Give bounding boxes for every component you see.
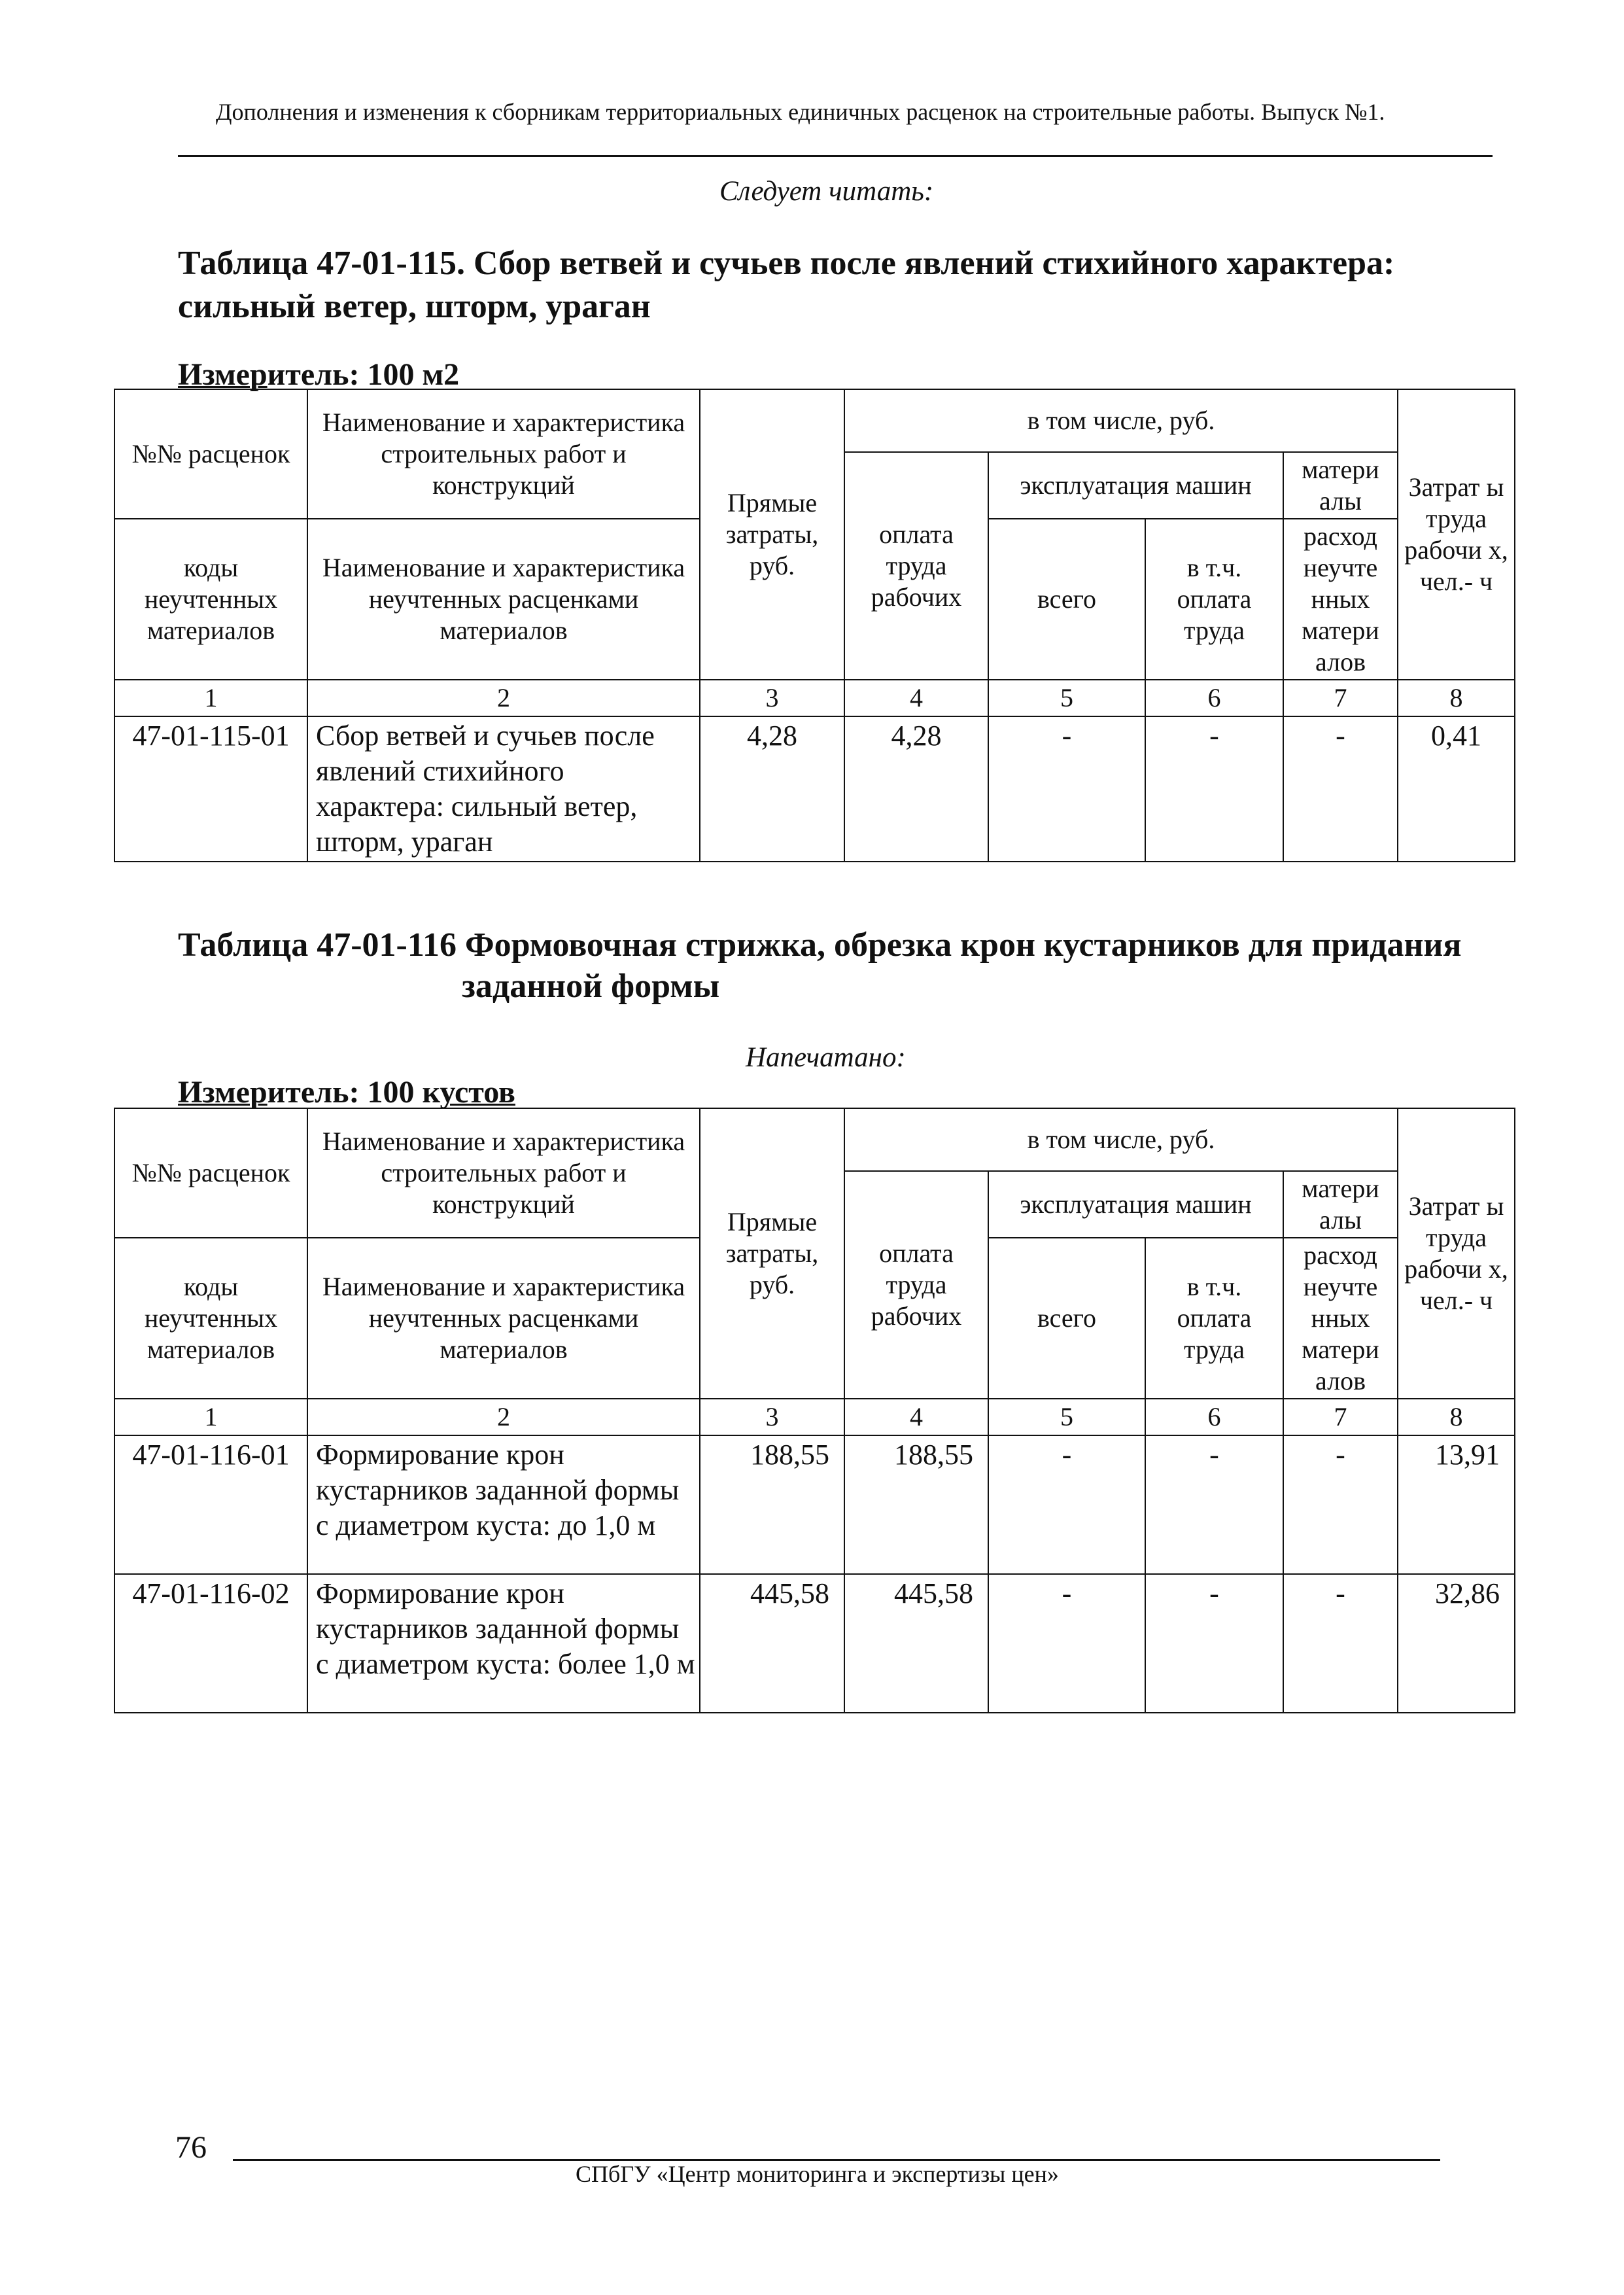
hdr-incl-wages: в т.ч. оплата труда bbox=[1145, 519, 1283, 680]
row-machines-wages: - bbox=[1145, 1574, 1283, 1713]
col-number: 8 bbox=[1398, 1399, 1515, 1435]
col-number: 7 bbox=[1283, 1399, 1398, 1435]
measure-value: итель: 100 м2 bbox=[267, 357, 460, 392]
row-machines-wages: - bbox=[1145, 1435, 1283, 1574]
row-machines-total: - bbox=[988, 1435, 1145, 1574]
col-number: 4 bbox=[844, 680, 988, 716]
hdr-labor-wages: оплата труда рабочих bbox=[844, 452, 988, 680]
table-title-116-line2: заданной формы bbox=[462, 968, 720, 1005]
col-number: 5 bbox=[988, 680, 1145, 716]
row-labor: 32,86 bbox=[1398, 1574, 1515, 1713]
hdr-materials: матери алы bbox=[1283, 1171, 1398, 1238]
row-wages: 188,55 bbox=[844, 1435, 988, 1574]
hdr-unaccounted-materials: расход неучте нных матери алов bbox=[1283, 1238, 1398, 1399]
hdr-labor-wages: оплата труда рабочих bbox=[844, 1171, 988, 1399]
measure-label: Измер bbox=[178, 357, 268, 392]
measure-value: итель: 100 к bbox=[267, 1075, 440, 1110]
row-materials: - bbox=[1283, 1435, 1398, 1574]
hdr-direct-costs: Прямые затраты, руб. bbox=[700, 1108, 844, 1399]
row-direct: 4,28 bbox=[700, 716, 844, 862]
col-number: 6 bbox=[1145, 1399, 1283, 1435]
measure-unit-115 bbox=[178, 357, 459, 393]
col-number: 3 bbox=[700, 1399, 844, 1435]
measure-unit-116 bbox=[178, 1074, 515, 1110]
row-wages: 445,58 bbox=[844, 1574, 988, 1713]
hdr-incl-wages: в т.ч. оплата труда bbox=[1145, 1238, 1283, 1399]
hdr-rate-no: №№ расценок bbox=[114, 1108, 307, 1238]
hdr-machine-ops: эксплуатация машин bbox=[988, 452, 1283, 519]
row-name: Формирование крон кустарников заданной формы с диаметром куста: более 1,0 м bbox=[307, 1574, 700, 1713]
footer-organization: СПбГУ «Центр мониторинга и экспертизы цен» bbox=[576, 2161, 1059, 2187]
hdr-total: всего bbox=[988, 1238, 1145, 1399]
rates-table-115 bbox=[114, 389, 1515, 862]
row-materials: - bbox=[1283, 716, 1398, 862]
col-number: 3 bbox=[700, 680, 844, 716]
col-number: 8 bbox=[1398, 680, 1515, 716]
hdr-labor-costs: Затрат ы труда рабочи х, чел.- ч bbox=[1398, 389, 1515, 680]
row-machines-total: - bbox=[988, 716, 1145, 862]
hdr-labor-costs: Затрат ы труда рабочи х, чел.- ч bbox=[1398, 1108, 1515, 1399]
row-machines-total: - bbox=[988, 1574, 1145, 1713]
running-header: Дополнения и изменения к сборникам территориальных единичных расценок на строительные работы. Выпуск №1. bbox=[216, 99, 1385, 125]
hdr-materials: матери алы bbox=[1283, 452, 1398, 519]
col-number: 1 bbox=[114, 1399, 307, 1435]
hdr-material-name: Наименование и характеристика неучтенных расценками материалов bbox=[307, 519, 700, 680]
col-number: 6 bbox=[1145, 680, 1283, 716]
measure-value-tail: устов bbox=[440, 1075, 515, 1110]
hdr-work-name: Наименование и характеристика строительных работ и конструкций bbox=[307, 1108, 700, 1238]
hdr-total: всего bbox=[988, 519, 1145, 680]
row-code: 47-01-116-01 bbox=[114, 1435, 307, 1574]
hdr-rate-no: №№ расценок bbox=[114, 389, 307, 519]
page-number: 76 bbox=[175, 2130, 207, 2165]
row-direct: 445,58 bbox=[700, 1574, 844, 1713]
row-labor: 0,41 bbox=[1398, 716, 1515, 862]
row-machines-wages: - bbox=[1145, 716, 1283, 862]
row-name: Формирование крон кустарников заданной формы с диаметром куста: до 1,0 м bbox=[307, 1435, 700, 1574]
row-code: 47-01-116-02 bbox=[114, 1574, 307, 1713]
col-number: 5 bbox=[988, 1399, 1145, 1435]
hdr-material-name: Наименование и характеристика неучтенных расценками материалов bbox=[307, 1238, 700, 1399]
header-divider bbox=[178, 155, 1493, 157]
note-should-read: Следует читать: bbox=[719, 176, 934, 207]
row-name: Сбор ветвей и сучьев после явлений стихийного характера: сильный ветер, шторм, ураган bbox=[307, 716, 700, 862]
row-materials: - bbox=[1283, 1574, 1398, 1713]
measure-label: Измер bbox=[178, 1075, 268, 1110]
row-code: 47-01-115-01 bbox=[114, 716, 307, 862]
row-direct: 188,55 bbox=[700, 1435, 844, 1574]
table-title-116-line1: Таблица 47-01-116 Формовочная стрижка, обрезка крон кустарников для придания bbox=[178, 926, 1462, 964]
note-printed: Напечатано: bbox=[746, 1042, 906, 1073]
hdr-codes: коды неучтенных материалов bbox=[114, 1238, 307, 1399]
hdr-work-name: Наименование и характеристика строительных работ и конструкций bbox=[307, 389, 700, 519]
col-number: 7 bbox=[1283, 680, 1398, 716]
table-title-115: Таблица 47-01-115. Сбор ветвей и сучьев после явлений стихийного характера: сильный ветер, шторм, ураган bbox=[178, 245, 1395, 325]
row-labor: 13,91 bbox=[1398, 1435, 1515, 1574]
hdr-machine-ops: эксплуатация машин bbox=[988, 1171, 1283, 1238]
col-number: 2 bbox=[307, 680, 700, 716]
hdr-including: в том числе, руб. bbox=[844, 1108, 1398, 1171]
row-wages: 4,28 bbox=[844, 716, 988, 862]
hdr-unaccounted-materials: расход неучте нных матери алов bbox=[1283, 519, 1398, 680]
col-number: 4 bbox=[844, 1399, 988, 1435]
hdr-codes: коды неучтенных материалов bbox=[114, 519, 307, 680]
rates-table-116 bbox=[114, 1108, 1515, 1713]
col-number: 2 bbox=[307, 1399, 700, 1435]
col-number: 1 bbox=[114, 680, 307, 716]
hdr-direct-costs: Прямые затраты, руб. bbox=[700, 389, 844, 680]
hdr-including: в том числе, руб. bbox=[844, 389, 1398, 452]
